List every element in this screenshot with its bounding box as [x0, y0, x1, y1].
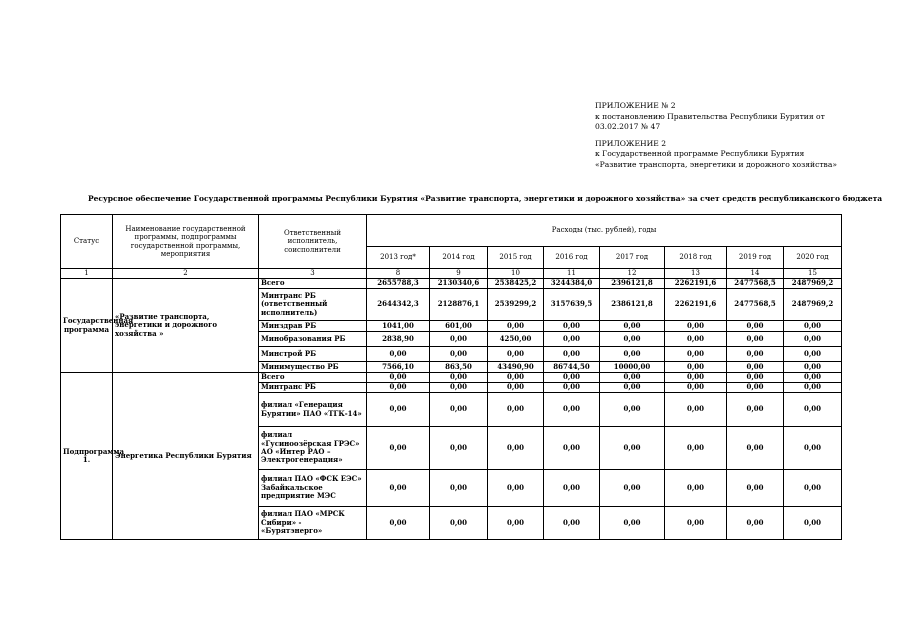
- value-cell: 0,00: [488, 427, 544, 470]
- value-cell: 0,00: [430, 332, 488, 347]
- value-cell: 0,00: [665, 507, 727, 540]
- value-cell: 2477568,5: [727, 279, 784, 289]
- value-cell: 0,00: [784, 362, 842, 373]
- column-number: 15: [784, 269, 842, 279]
- value-cell: 0,00: [784, 332, 842, 347]
- column-number: 14: [727, 269, 784, 279]
- header-status: Статус: [61, 215, 113, 269]
- value-cell: 0,00: [727, 373, 784, 383]
- column-number: 10: [488, 269, 544, 279]
- column-number: 9: [430, 269, 488, 279]
- section-status: Государственная программа: [61, 279, 113, 373]
- value-cell: 2396121,8: [600, 279, 665, 289]
- appendix-block: [595, 101, 837, 170]
- value-cell: 0,00: [727, 427, 784, 470]
- appendix-title: ПРИЛОЖЕНИЕ № 2: [595, 101, 676, 110]
- value-cell: 0,00: [544, 321, 600, 332]
- executor-cell: Всего: [259, 279, 367, 289]
- value-cell: 3157639,5: [544, 289, 600, 321]
- value-cell: 0,00: [430, 383, 488, 393]
- value-cell: 0,00: [430, 373, 488, 383]
- value-cell: 0,00: [367, 470, 430, 507]
- value-cell: 0,00: [665, 373, 727, 383]
- value-cell: 2128876,1: [430, 289, 488, 321]
- value-cell: 0,00: [727, 332, 784, 347]
- value-cell: 0,00: [488, 347, 544, 362]
- header-executor: Ответственный исполнитель, соисполнители: [259, 215, 367, 269]
- value-cell: 0,00: [367, 507, 430, 540]
- value-cell: 0,00: [488, 507, 544, 540]
- executor-cell: филиал «Генерация Бурятии» ПАО «ТГК-14»: [259, 393, 367, 427]
- value-cell: 3244384,0: [544, 279, 600, 289]
- year-header: 2019 год: [727, 247, 784, 269]
- executor-cell: Минтранс РБ: [259, 383, 367, 393]
- column-number: 8: [367, 269, 430, 279]
- table-row: [61, 279, 842, 289]
- value-cell: 0,00: [600, 347, 665, 362]
- value-cell: 0,00: [665, 321, 727, 332]
- value-cell: 2538425,2: [488, 279, 544, 289]
- value-cell: 0,00: [600, 383, 665, 393]
- value-cell: 0,00: [784, 373, 842, 383]
- year-header: 2013 год*: [367, 247, 430, 269]
- executor-cell: филиал ПАО «ФСК ЕЭС» Забайкальское предприятие МЭС: [259, 470, 367, 507]
- executor-cell: филиал «Гусиноозёрская ГРЭС» АО «Интер РАО – Электрогенерация»: [259, 427, 367, 470]
- value-cell: 0,00: [430, 347, 488, 362]
- value-cell: 2262191,6: [665, 289, 727, 321]
- resource-table: [60, 214, 842, 540]
- executor-cell: Всего: [259, 373, 367, 383]
- value-cell: 7566,10: [367, 362, 430, 373]
- column-number: 11: [544, 269, 600, 279]
- column-number-row: [61, 269, 842, 279]
- year-header: 2014 год: [430, 247, 488, 269]
- value-cell: 2655788,3: [367, 279, 430, 289]
- column-number: 1: [61, 269, 113, 279]
- value-cell: 0,00: [544, 470, 600, 507]
- value-cell: 0,00: [488, 373, 544, 383]
- value-cell: 0,00: [727, 321, 784, 332]
- value-cell: 0,00: [544, 347, 600, 362]
- value-cell: 0,00: [600, 373, 665, 383]
- value-cell: 2487969,2: [784, 289, 842, 321]
- appendix-program-reference: к Государственной программе Республики Бурятия: [595, 149, 805, 158]
- value-cell: 0,00: [544, 427, 600, 470]
- value-cell: 2539299,2: [488, 289, 544, 321]
- value-cell: 601,00: [430, 321, 488, 332]
- value-cell: 0,00: [665, 362, 727, 373]
- value-cell: 2130340,6: [430, 279, 488, 289]
- value-cell: 1041,00: [367, 321, 430, 332]
- value-cell: 0,00: [600, 393, 665, 427]
- value-cell: 0,00: [727, 383, 784, 393]
- appendix-reference: к постановлению Правительства Республики Бурятия от: [595, 111, 825, 121]
- year-header: 2015 год: [488, 247, 544, 269]
- value-cell: 0,00: [784, 383, 842, 393]
- value-cell: 0,00: [665, 332, 727, 347]
- value-cell: 0,00: [727, 347, 784, 362]
- value-cell: 0,00: [430, 393, 488, 427]
- value-cell: 0,00: [367, 373, 430, 383]
- value-cell: 2262191,6: [665, 279, 727, 289]
- year-header: 2018 год: [665, 247, 727, 269]
- column-number: 13: [665, 269, 727, 279]
- year-header: 2020 год: [784, 247, 842, 269]
- header-expenses: Расходы (тыс. рублей), годы: [367, 215, 842, 247]
- value-cell: 2838,90: [367, 332, 430, 347]
- column-number: 2: [113, 269, 259, 279]
- subprogram-section: [61, 373, 842, 540]
- executor-cell: Минобразования РБ: [259, 332, 367, 347]
- year-header: 2017 год: [600, 247, 665, 269]
- value-cell: 0,00: [488, 470, 544, 507]
- value-cell: 86744,50: [544, 362, 600, 373]
- value-cell: 0,00: [727, 362, 784, 373]
- value-cell: 0,00: [727, 393, 784, 427]
- value-cell: 10000,00: [600, 362, 665, 373]
- value-cell: 0,00: [430, 470, 488, 507]
- value-cell: 0,00: [367, 427, 430, 470]
- value-cell: 0,00: [367, 347, 430, 362]
- value-cell: 0,00: [544, 383, 600, 393]
- value-cell: 0,00: [544, 393, 600, 427]
- value-cell: 0,00: [665, 383, 727, 393]
- value-cell: 0,00: [430, 507, 488, 540]
- value-cell: 863,50: [430, 362, 488, 373]
- column-number: 3: [259, 269, 367, 279]
- header-name: Наименование государственной программы, подпрограммы государственной программы, мероприятия: [113, 215, 259, 269]
- value-cell: 0,00: [784, 427, 842, 470]
- document-title: Ресурсное обеспечение Государственной программы Республики Бурятия «Развитие транспорта, энергетики и дорожного хозяйства» за счет средств республиканского бюджета: [88, 194, 883, 203]
- executor-cell: филиал ПАО «МРСК Сибири» - «Бурятэнерго»: [259, 507, 367, 540]
- value-cell: 2644342,3: [367, 289, 430, 321]
- value-cell: 0,00: [600, 427, 665, 470]
- value-cell: 0,00: [784, 321, 842, 332]
- value-cell: 0,00: [727, 507, 784, 540]
- value-cell: 0,00: [665, 347, 727, 362]
- value-cell: 0,00: [665, 470, 727, 507]
- column-number: 12: [600, 269, 665, 279]
- value-cell: 0,00: [600, 470, 665, 507]
- value-cell: 0,00: [544, 332, 600, 347]
- appendix-program-name: «Развитие транспорта, энергетики и дорожного хозяйства»: [595, 159, 837, 169]
- executor-cell: Минздрав РБ: [259, 321, 367, 332]
- value-cell: 0,00: [430, 427, 488, 470]
- value-cell: 2386121,8: [600, 289, 665, 321]
- value-cell: 2477568,5: [727, 289, 784, 321]
- value-cell: 0,00: [665, 427, 727, 470]
- header-row-1: [61, 215, 842, 247]
- section-name: Энергетика Республики Бурятия: [113, 373, 259, 540]
- value-cell: 0,00: [784, 507, 842, 540]
- executor-cell: Минтранс РБ (ответственный исполнитель): [259, 289, 367, 321]
- value-cell: 0,00: [488, 393, 544, 427]
- value-cell: 2487969,2: [784, 279, 842, 289]
- value-cell: 0,00: [544, 507, 600, 540]
- executor-cell: Минстрой РБ: [259, 347, 367, 362]
- value-cell: 0,00: [600, 321, 665, 332]
- value-cell: 0,00: [727, 470, 784, 507]
- program-section: [61, 279, 842, 373]
- value-cell: 0,00: [665, 393, 727, 427]
- value-cell: 0,00: [367, 383, 430, 393]
- section-name: «Развитие транспорта, энергетики и дорожного хозяйства »: [113, 279, 259, 373]
- year-header: 2016 год: [544, 247, 600, 269]
- value-cell: 0,00: [600, 507, 665, 540]
- value-cell: 0,00: [544, 373, 600, 383]
- appendix-subtitle: ПРИЛОЖЕНИЕ 2: [595, 138, 667, 148]
- value-cell: 0,00: [784, 470, 842, 507]
- value-cell: 0,00: [600, 332, 665, 347]
- value-cell: 0,00: [784, 393, 842, 427]
- value-cell: 4250,00: [488, 332, 544, 347]
- section-status: Подпрограмма 1.: [61, 373, 113, 540]
- value-cell: 0,00: [488, 321, 544, 332]
- executor-cell: Минимущество РБ: [259, 362, 367, 373]
- appendix-date: 03.02.2017 № 47: [595, 122, 661, 131]
- value-cell: 43490,90: [488, 362, 544, 373]
- table-row: [61, 373, 842, 383]
- value-cell: 0,00: [488, 383, 544, 393]
- value-cell: 0,00: [367, 393, 430, 427]
- value-cell: 0,00: [784, 347, 842, 362]
